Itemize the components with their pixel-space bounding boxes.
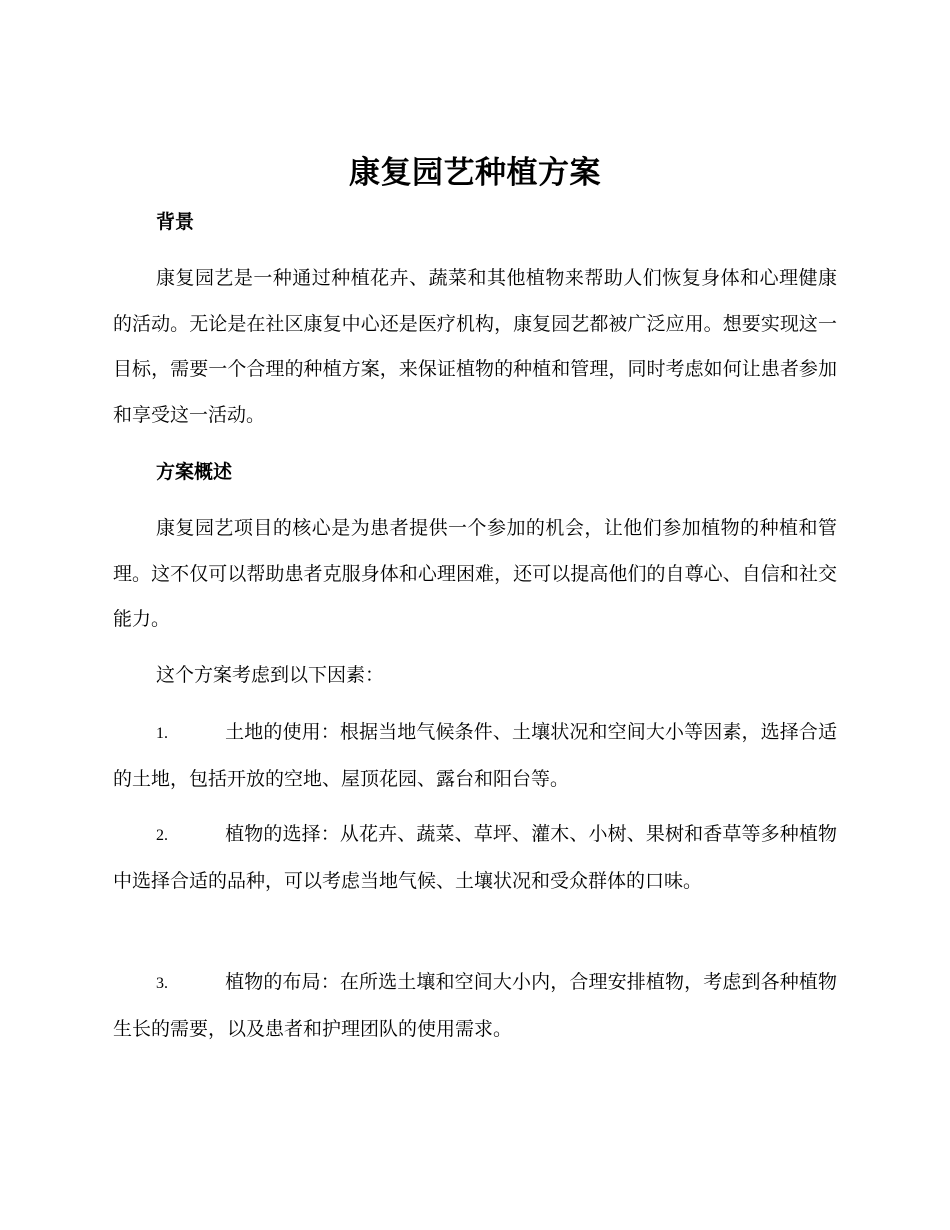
background-paragraph: 康复园艺是一种通过种植花卉、蔬菜和其他植物来帮助人们恢复身体和心理健康的活动。无论是在社区康复中心还是医疗机构，康复园艺都被广泛应用。想要实现这一目标，需要一个合理的种植方案，来保证植物的种植和管理，同时考虑如何让患者参加和享受这一活动。	[113, 267, 837, 426]
list-item-number: 2.	[156, 827, 168, 844]
list-item-number: 3.	[156, 975, 168, 992]
factors-intro-paragraph: 这个方案考虑到以下因素：	[156, 664, 385, 686]
document-title: 康复园艺种植方案	[349, 155, 601, 191]
list-item-text: 土地的使用：根据当地气候条件、土壤状况和空间大小等因素，选择合适的土地，包括开放的空地、屋顶花园、露台和阳台等。	[113, 721, 837, 790]
overview-paragraph: 康复园艺项目的核心是为患者提供一个参加的机会，让他们参加植物的种植和管理。这不仅可以帮助患者克服身体和心理困难，还可以提高他们的自尊心、自信和社交能力。	[113, 517, 837, 630]
list-item-number: 1.	[156, 725, 168, 742]
section-heading-background: 背景	[156, 211, 195, 233]
list-item-text: 植物的布局：在所选土壤和空间大小内，合理安排植物，考虑到各种植物生长的需要，以及患者和护理团队的使用需求。	[113, 971, 837, 1040]
list-item	[113, 710, 837, 802]
list-item-text: 植物的选择：从花卉、蔬菜、草坪、灌木、小树、果树和香草等多种植物中选择合适的品种，可以考虑当地气候、土壤状况和受众群体的口味。	[113, 823, 837, 892]
list-item	[113, 960, 837, 1052]
section-heading-overview: 方案概述	[156, 461, 233, 483]
list-item	[113, 812, 837, 904]
